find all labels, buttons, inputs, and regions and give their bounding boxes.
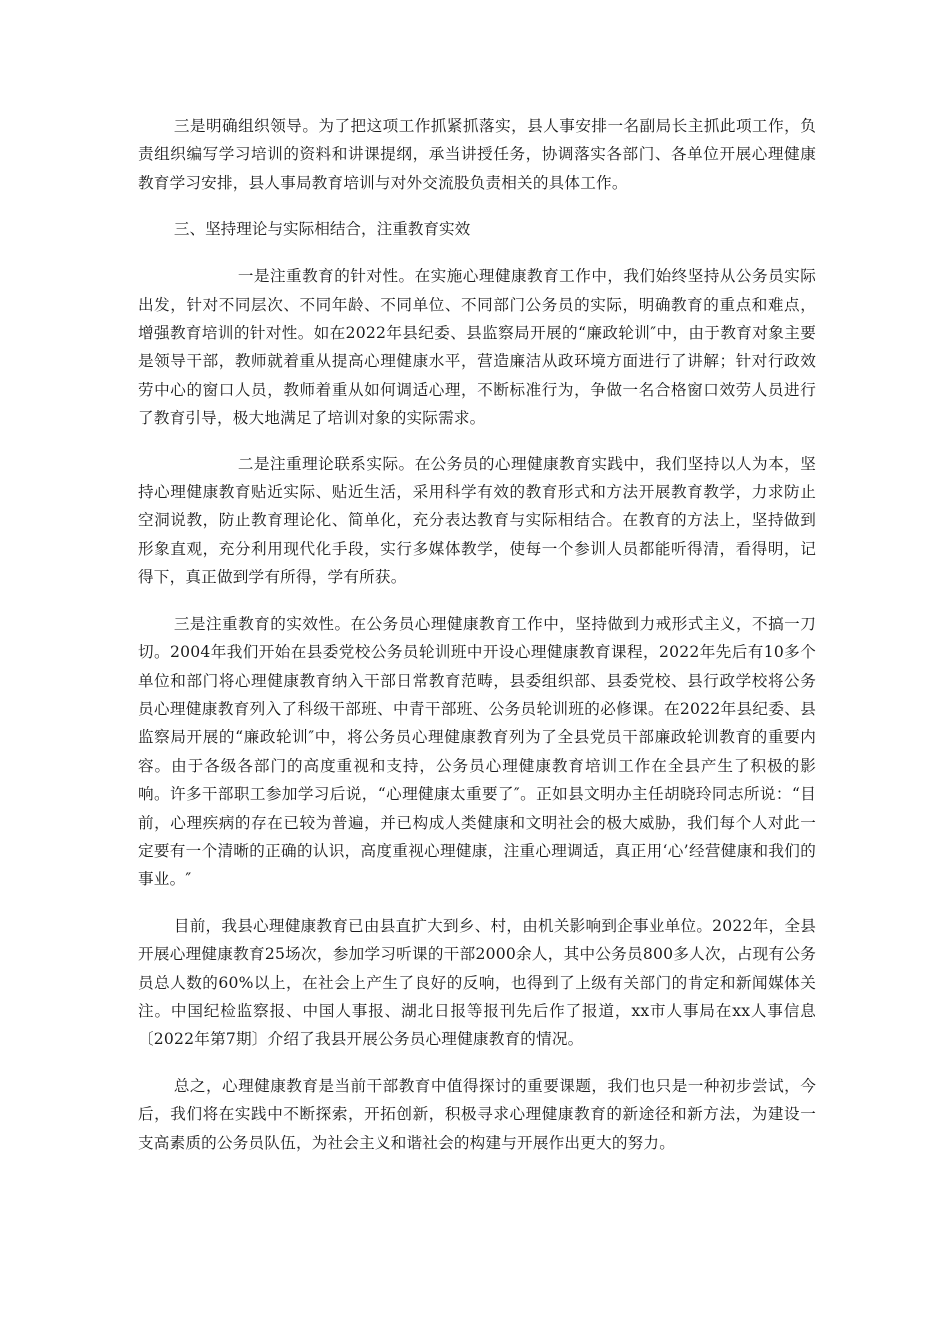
document-body (138, 112, 816, 1157)
paragraph-theory-practice: 二是注重理论联系实际。在公务员的心理健康教育实践中，我们坚持以人为本，坚持心理健康教育贴近实际、贴近生活，采用科学有效的教育形式和方法开展教育教学，力求防止空洞说教，防止教育理论化、简单化，充分表达教育与实际相结合。在教育的方法上，坚持做到形象直观，充分利用现代化手段，实行多媒体教学，使每一个参训人员都能听得清，看得明，记得下，真正做到学有所得，学有所获。 (138, 454, 816, 587)
section-heading-theory-practice: 三、坚持理论与实际相结合，注重教育实效 (173, 220, 471, 239)
paragraph-current-status: 目前，我县心理健康教育已由县直扩大到乡、村，由机关影响到企事业单位。2022年，全县开展心理健康教育25场次，参加学习听课的干部2000余人，其中公务员800多人次，占现有公务员总人数的60%以上，在社会上产生了良好的反响，也得到了上级有关部门的肯定和新闻媒体关注。中国纪检监察报、中国人事报、湖北日报等报刊先后作了报道，xx市人事局在xx人事信息〔2022年第7期〕介绍了我县开展公务员心理健康教育的情况。 (138, 916, 816, 1049)
paragraph-targeted-education: 一是注重教育的针对性。在实施心理健康教育工作中，我们始终坚持从公务员实际出发，针对不同层次、不同年龄、不同单位、不同部门公务员的实际，明确教育的重点和难点，增强教育培训的针对性。如在2022年县纪委、县监察局开展的“廉政轮训″中，由于教育对象主要是领导干部，教师就着重从提高心理健康水平，营造廉洁从政环境方面进行了讲解；针对行政效劳中心的窗口人员，教师着重从如何调适心理，不断标准行为，争做一名合格窗口效劳人员进行了教育引导，极大地满足了培训对象的实际需求。 (138, 267, 816, 428)
paragraph-organization-leadership: 三是明确组织领导。为了把这项工作抓紧抓落实，县人事安排一名副局长主抓此项工作，负责组织编写学习培训的资料和讲课提纲，承当讲授任务，协调落实各部门、各单位开展心理健康教育学习安排，县人事局教育培训与对外交流股负责相关的具体工作。 (138, 117, 816, 192)
paragraph-conclusion: 总之，心理健康教育是当前干部教育中值得探讨的重要课题，我们也只是一种初步尝试，今后，我们将在实践中不断探索，开拓创新，积极寻求心理健康教育的新途径和新方法，为建设一支高素质的公务员队伍，为社会主义和谐社会的构建与开展作出更大的努力。 (138, 1076, 816, 1152)
paragraph-effectiveness: 三是注重教育的实效性。在公务员心理健康教育工作中，坚持做到力戒形式主义，不搞一刀切。2004年我们开始在县委党校公务员轮训班中开设心理健康教育课程，2022年先后有10多个单位和部门将心理健康教育纳入干部日常教育范畴，县委组织部、县委党校、县行政学校将公务员心理健康教育列入了科级干部班、中青干部班、公务员轮训班的必修课。在2022年县纪委、县监察局开展的“廉政轮训″中，将公务员心理健康教育列为了全县党员干部廉政轮训教育的重要内容。由于各级各部门的高度重视和支持，公务员心理健康教育培训工作在全县产生了积极的影响。许多干部职工参加学习后说，“心理健康太重要了″。正如县文明办主任胡晓玲同志所说：“目前，心理疾病的存在已较为普遍，并已构成人类健康和文明社会的极大威胁，我们每个人对此一定要有一个清晰的正确的认识，高度重视心理健康，注重心理调适，真正用‘心’经营健康和我们的事业。″ (138, 614, 816, 889)
